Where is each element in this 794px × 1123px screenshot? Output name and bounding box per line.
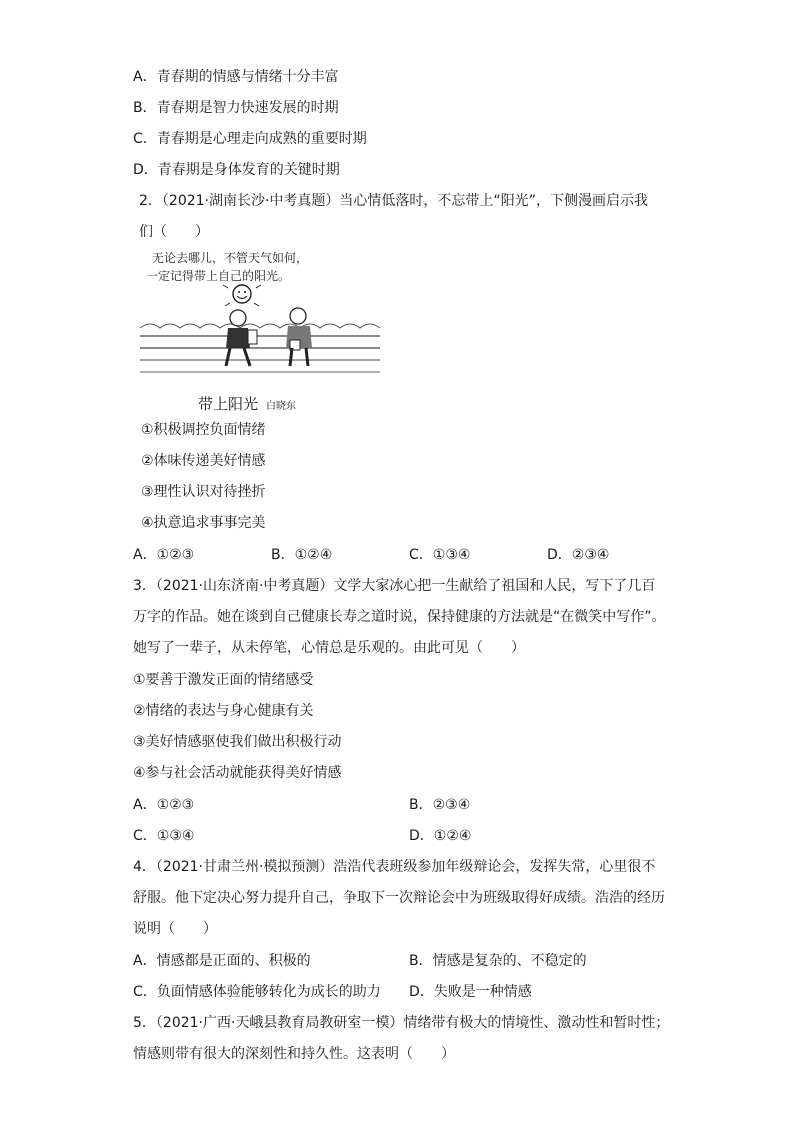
q2-option-b: B．①②④ xyxy=(271,547,333,563)
q4-option-d: D．失败是一种情感 xyxy=(409,984,532,1000)
q3-option-a: A．①②③ xyxy=(133,797,195,813)
q3-stem: 3．（2021·山东济南·中考真题）文学大家冰心把一生献给了祖国和人民，写下了几百 xyxy=(133,578,656,594)
q5-stem-cont: 情感则带有很大的深刻性和持久性。这表明（ ） xyxy=(133,1046,455,1062)
q2-option-c: C．①③④ xyxy=(409,547,471,563)
q4-option-c: C．负面情感体验能够转化为成长的助力 xyxy=(133,984,381,1000)
cartoon-illustration xyxy=(140,248,380,418)
q3-stem-cont-1: 万字的作品。她在谈到自己健康长寿之道时说，保持健康的方法就是“在微笑中写作”。 xyxy=(133,609,666,625)
q2-stem: 2．（2021·湖南长沙·中考真题）当心情低落时，不忘带上“阳光”，下侧漫画启示我 xyxy=(139,193,648,209)
q1-option-b: B．青春期是智力快速发展的时期 xyxy=(133,100,339,116)
q2-item-1: ①积极调控负面情绪 xyxy=(141,422,266,438)
q1-option-d: D．青春期是身体发育的关键时期 xyxy=(133,162,340,178)
q3-option-c: C．①③④ xyxy=(133,828,195,844)
cartoon-text-2: 一定记得带上自己的阳光。 xyxy=(146,269,291,283)
q1-option-a: A．青春期的情感与情绪十分丰富 xyxy=(133,69,339,85)
q4-stem: 4．（2021·甘肃兰州·模拟预测）浩浩代表班级参加年级辩论会，发挥失常，心里很不 xyxy=(133,859,656,875)
q3-option-b: B．②③④ xyxy=(409,797,471,813)
q3-item-1: ①要善于激发正面的情绪感受 xyxy=(133,672,314,688)
q1-option-c: C．青春期是心理走向成熟的重要时期 xyxy=(133,131,367,147)
q3-item-3: ③美好情感驱使我们做出积极行动 xyxy=(133,734,342,750)
q4-option-b: B．情感是复杂的、不稳定的 xyxy=(409,953,587,969)
q2-item-3: ③理性认识对待挫折 xyxy=(141,484,266,500)
q2-item-2: ②体味传递美好情感 xyxy=(141,453,266,469)
q3-item-2: ②情绪的表达与身心健康有关 xyxy=(133,703,314,719)
cartoon-text-1: 无论去哪儿，不管天气如何， xyxy=(152,251,309,265)
q4-stem-cont-2: 说明（ ） xyxy=(133,921,217,937)
q2-option-a: A．①②③ xyxy=(133,547,195,563)
cartoon-title: 带上阳光 xyxy=(198,395,259,413)
q5-stem: 5．（2021·广西·天峨县教育局教研室一模）情绪带有极大的情境性、激动性和暂时性； xyxy=(133,1015,670,1031)
q4-option-a: A．情感都是正面的、积极的 xyxy=(133,953,311,969)
smiling-sun-icon xyxy=(223,285,261,306)
kid-standing-icon xyxy=(286,308,312,366)
q4-stem-cont-1: 舒服。他下定决心努力提升自己，争取下一次辩论会中为班级取得好成绩。浩浩的经历 xyxy=(133,890,665,906)
cartoon-author: 白晓东 xyxy=(266,401,297,412)
cartoon-drawing xyxy=(140,248,380,418)
q2-stem-cont: 们（ ） xyxy=(139,224,209,240)
q3-item-4: ④参与社会活动就能获得美好情感 xyxy=(133,765,342,781)
q2-item-4: ④执意追求事事完美 xyxy=(141,515,266,531)
q3-stem-cont-2: 她写了一辈子，从未停笔，心情总是乐观的。由此可见（ ） xyxy=(133,640,525,656)
q3-option-d: D．①②④ xyxy=(409,828,472,844)
cartoon-caption xyxy=(198,394,296,417)
q2-option-d: D．②③④ xyxy=(547,547,610,563)
kid-walking-icon xyxy=(226,310,257,366)
